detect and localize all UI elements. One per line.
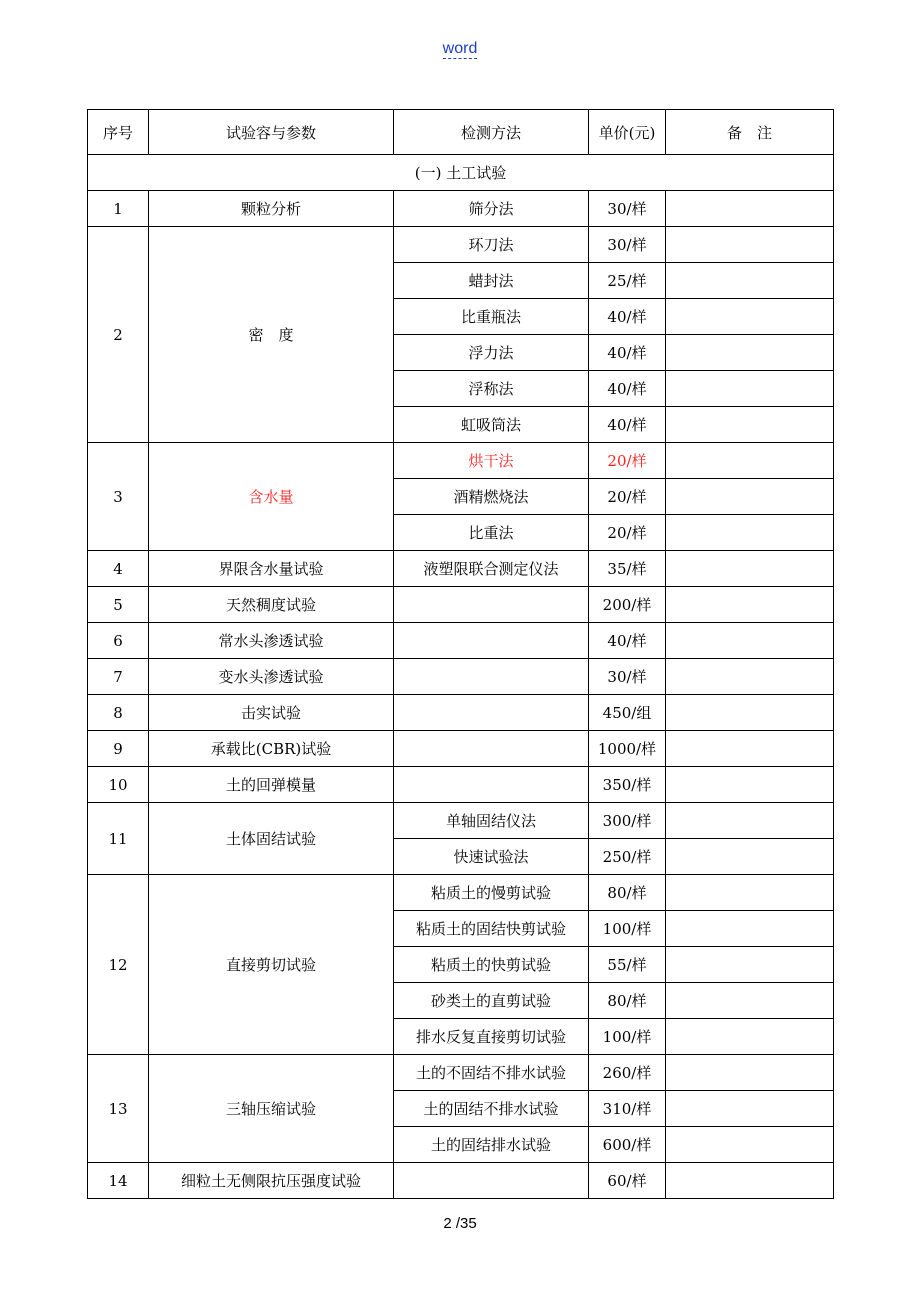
row-remark (666, 659, 834, 695)
row-no: 6 (88, 623, 149, 659)
row-remark (666, 443, 834, 479)
row-price: 40/样 (589, 623, 666, 659)
row-method (394, 659, 589, 695)
row-remark (666, 479, 834, 515)
page-separator: / (455, 1215, 460, 1232)
table-row (88, 443, 834, 479)
row-remark (666, 731, 834, 767)
page-number (0, 1215, 920, 1232)
row-remark (666, 263, 834, 299)
section-title: (一) 土工试验 (88, 155, 834, 191)
row-remark (666, 1091, 834, 1127)
table-row (88, 623, 834, 659)
row-price: 30/样 (589, 191, 666, 227)
row-remark (666, 371, 834, 407)
header-link-text[interactable]: word (442, 40, 478, 57)
row-remark (666, 227, 834, 263)
row-price: 310/样 (589, 1091, 666, 1127)
row-item: 直接剪切试验 (149, 875, 394, 1055)
row-price: 40/样 (589, 335, 666, 371)
page-current: 2 (443, 1215, 452, 1232)
row-price: 350/样 (589, 767, 666, 803)
table-header-row (88, 110, 834, 155)
row-price: 260/样 (589, 1055, 666, 1091)
row-item: 土的回弹模量 (149, 767, 394, 803)
row-remark (666, 695, 834, 731)
row-method: 粘质土的慢剪试验 (394, 875, 589, 911)
row-price: 60/样 (589, 1163, 666, 1199)
table-row (88, 731, 834, 767)
row-price: 20/样 (589, 479, 666, 515)
row-method: 液塑限联合测定仪法 (394, 551, 589, 587)
row-method: 比重瓶法 (394, 299, 589, 335)
row-remark (666, 551, 834, 587)
row-method (394, 695, 589, 731)
section-row (88, 155, 834, 191)
row-no: 12 (88, 875, 149, 1055)
row-no: 8 (88, 695, 149, 731)
row-item-highlighted: 含水量 (149, 443, 394, 551)
row-price: 35/样 (589, 551, 666, 587)
row-price: 30/样 (589, 659, 666, 695)
header-no: 序号 (88, 110, 149, 155)
row-no: 5 (88, 587, 149, 623)
row-item: 天然稠度试验 (149, 587, 394, 623)
row-method: 土的不固结不排水试验 (394, 1055, 589, 1091)
row-price: 40/样 (589, 371, 666, 407)
row-no: 13 (88, 1055, 149, 1163)
row-price: 55/样 (589, 947, 666, 983)
row-remark (666, 803, 834, 839)
row-price: 30/样 (589, 227, 666, 263)
header-word-link[interactable] (0, 40, 920, 58)
row-price-highlighted: 20/样 (589, 443, 666, 479)
row-price: 300/样 (589, 803, 666, 839)
table-row (88, 587, 834, 623)
row-method: 比重法 (394, 515, 589, 551)
row-item: 界限含水量试验 (149, 551, 394, 587)
row-remark (666, 911, 834, 947)
row-remark (666, 515, 834, 551)
row-price: 40/样 (589, 407, 666, 443)
row-method: 粘质土的快剪试验 (394, 947, 589, 983)
row-method (394, 623, 589, 659)
row-method: 土的固结不排水试验 (394, 1091, 589, 1127)
table-row (88, 1163, 834, 1199)
row-method: 虹吸筒法 (394, 407, 589, 443)
row-remark (666, 299, 834, 335)
header-price: 单价(元) (589, 110, 666, 155)
row-remark (666, 947, 834, 983)
row-method: 排水反复直接剪切试验 (394, 1019, 589, 1055)
row-no: 14 (88, 1163, 149, 1199)
row-item: 击实试验 (149, 695, 394, 731)
row-price: 250/样 (589, 839, 666, 875)
row-remark (666, 587, 834, 623)
header-remark: 备 注 (666, 110, 834, 155)
row-no: 3 (88, 443, 149, 551)
row-item: 变水头渗透试验 (149, 659, 394, 695)
row-method: 环刀法 (394, 227, 589, 263)
row-no: 2 (88, 227, 149, 443)
row-no: 10 (88, 767, 149, 803)
row-method: 酒精燃烧法 (394, 479, 589, 515)
row-remark (666, 767, 834, 803)
table-row (88, 191, 834, 227)
row-method: 单轴固结仪法 (394, 803, 589, 839)
table-row (88, 551, 834, 587)
row-item: 土体固结试验 (149, 803, 394, 875)
row-price: 100/样 (589, 911, 666, 947)
row-price: 450/组 (589, 695, 666, 731)
row-method (394, 731, 589, 767)
row-price: 80/样 (589, 983, 666, 1019)
table-row (88, 767, 834, 803)
row-remark (666, 1127, 834, 1163)
table-row (88, 803, 834, 839)
row-no: 1 (88, 191, 149, 227)
row-no: 9 (88, 731, 149, 767)
row-item: 密 度 (149, 227, 394, 443)
page-total: 35 (460, 1215, 477, 1232)
row-item: 细粒土无侧限抗压强度试验 (149, 1163, 394, 1199)
row-remark (666, 407, 834, 443)
row-remark (666, 839, 834, 875)
header-method: 检测方法 (394, 110, 589, 155)
row-item: 承载比(CBR)试验 (149, 731, 394, 767)
row-price: 200/样 (589, 587, 666, 623)
row-item: 颗粒分析 (149, 191, 394, 227)
row-no: 11 (88, 803, 149, 875)
row-method: 土的固结排水试验 (394, 1127, 589, 1163)
row-price: 600/样 (589, 1127, 666, 1163)
table-row (88, 227, 834, 263)
table-row (88, 1055, 834, 1091)
row-price: 40/样 (589, 299, 666, 335)
table-row (88, 695, 834, 731)
row-remark (666, 623, 834, 659)
row-method: 浮称法 (394, 371, 589, 407)
header-item: 试验容与参数 (149, 110, 394, 155)
row-price: 20/样 (589, 515, 666, 551)
table-row (88, 875, 834, 911)
row-remark (666, 335, 834, 371)
row-remark (666, 1055, 834, 1091)
row-price: 1000/样 (589, 731, 666, 767)
row-method: 砂类土的直剪试验 (394, 983, 589, 1019)
row-method: 浮力法 (394, 335, 589, 371)
row-no: 4 (88, 551, 149, 587)
row-remark (666, 191, 834, 227)
row-method-highlighted: 烘干法 (394, 443, 589, 479)
table-row (88, 659, 834, 695)
row-remark (666, 1163, 834, 1199)
row-method (394, 587, 589, 623)
row-remark (666, 1019, 834, 1055)
row-method (394, 1163, 589, 1199)
row-method: 筛分法 (394, 191, 589, 227)
row-method: 快速试验法 (394, 839, 589, 875)
row-price: 100/样 (589, 1019, 666, 1055)
row-no: 7 (88, 659, 149, 695)
row-remark (666, 875, 834, 911)
row-item: 常水头渗透试验 (149, 623, 394, 659)
row-price: 25/样 (589, 263, 666, 299)
row-item: 三轴压缩试验 (149, 1055, 394, 1163)
row-method: 蜡封法 (394, 263, 589, 299)
row-price: 80/样 (589, 875, 666, 911)
row-remark (666, 983, 834, 1019)
row-method: 粘质土的固结快剪试验 (394, 911, 589, 947)
price-table (87, 109, 834, 1199)
row-method (394, 767, 589, 803)
